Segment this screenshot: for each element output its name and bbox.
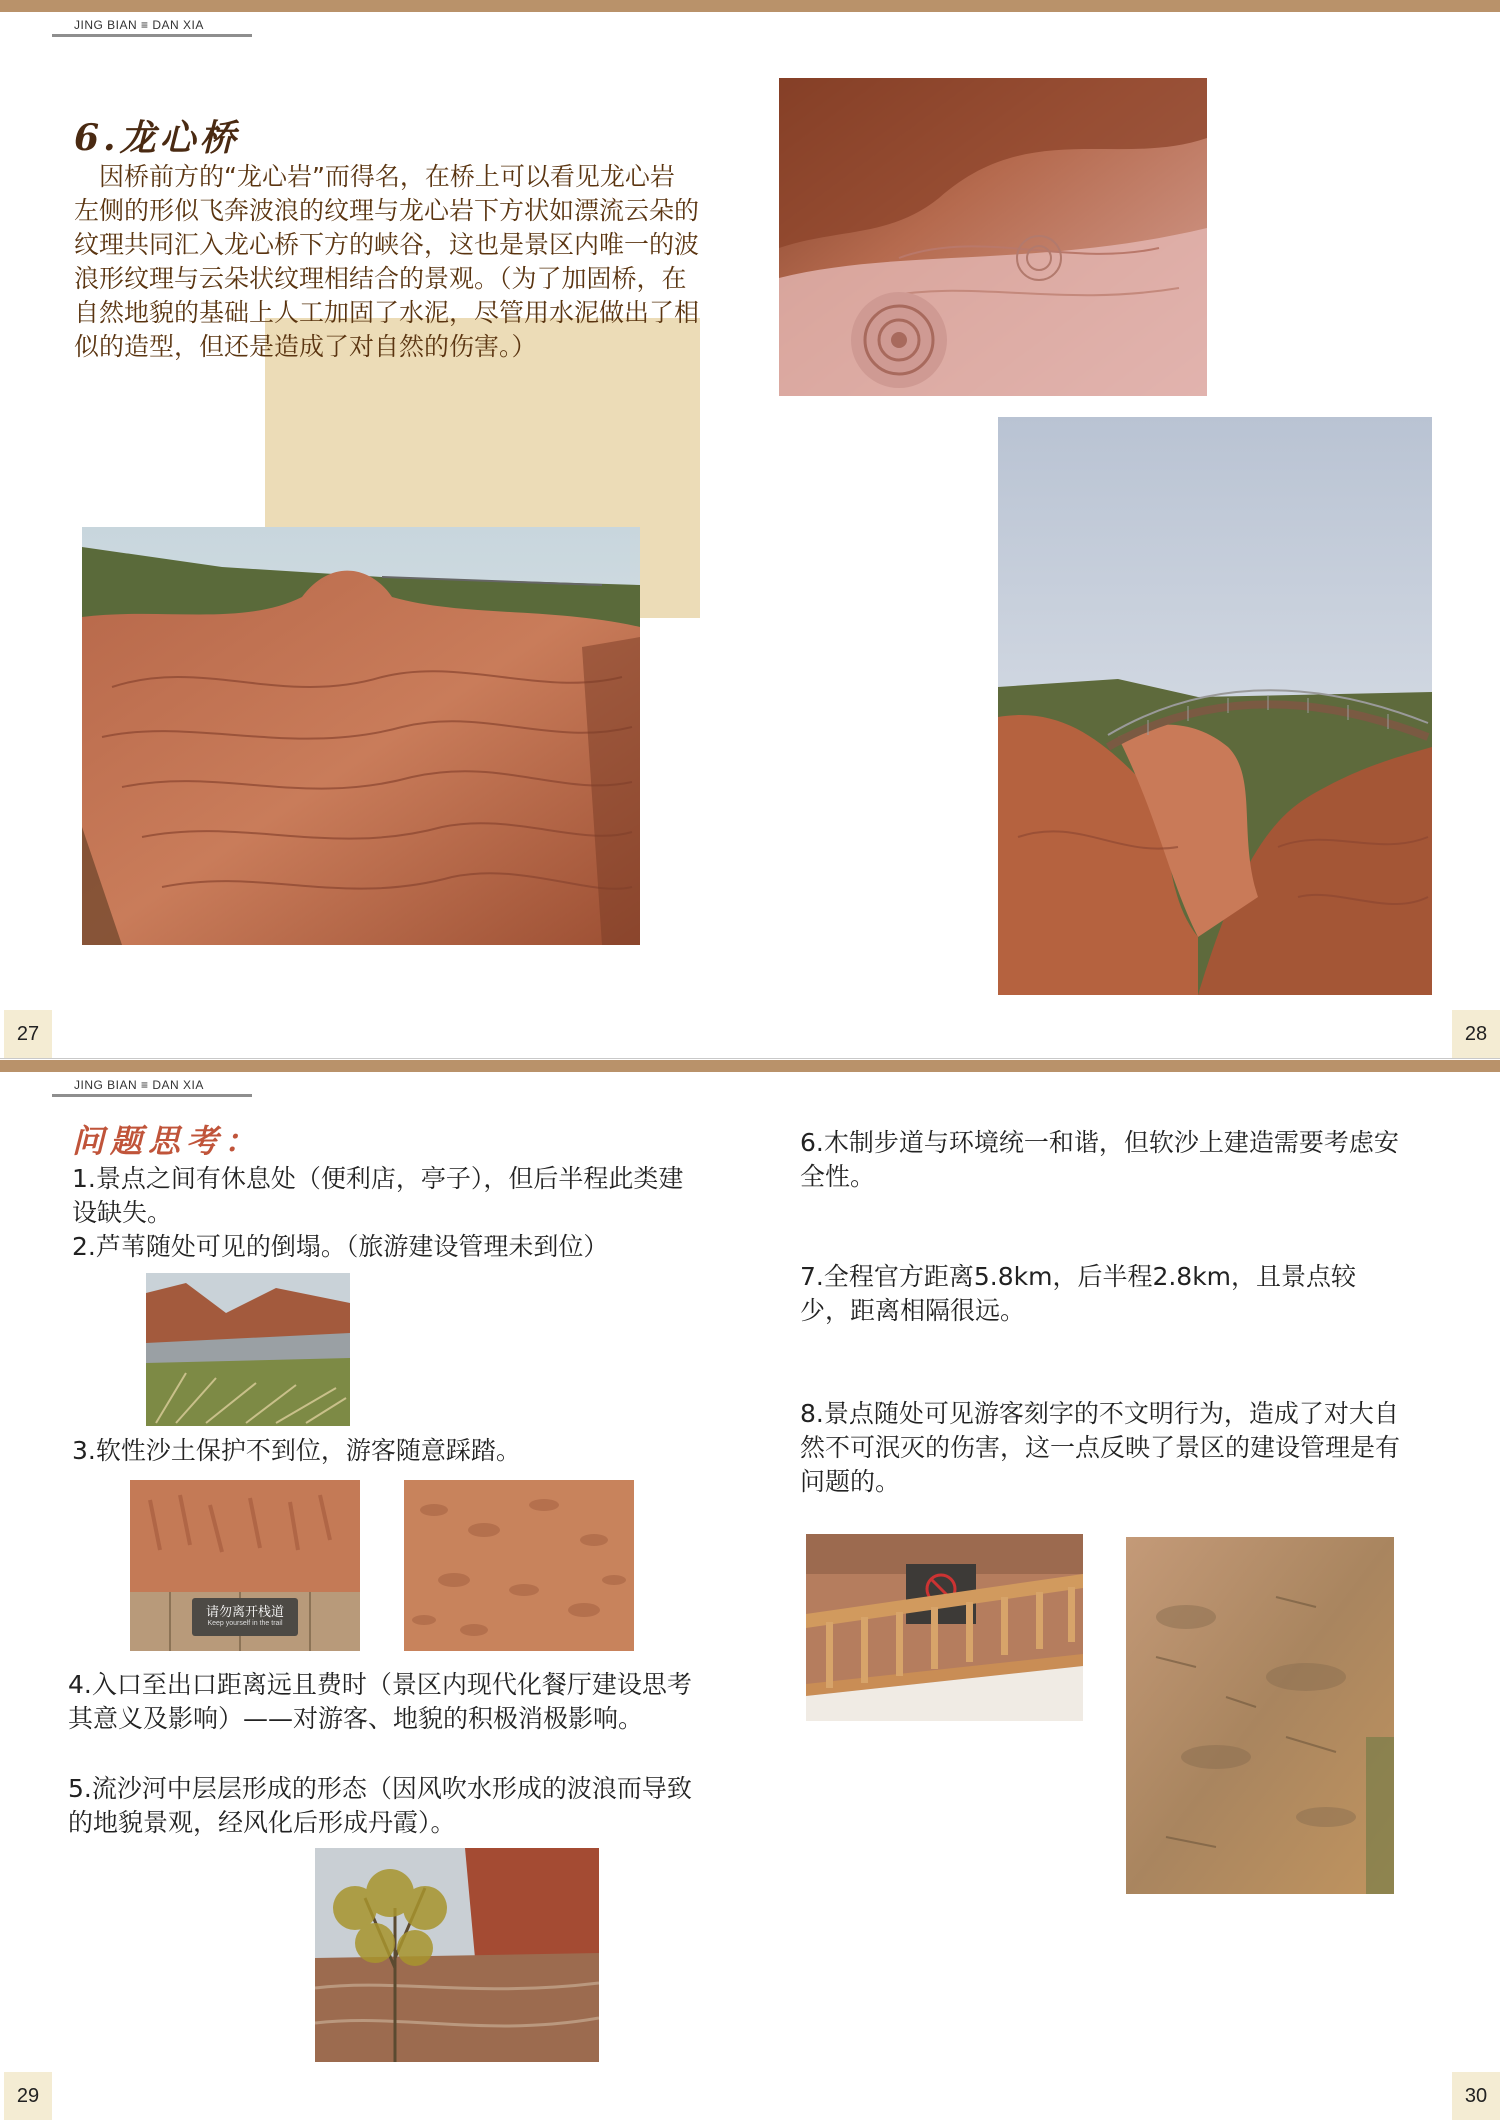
sign-subtext: Keep yourself in the trail: [207, 1620, 283, 1627]
header-label: JING BIAN ≡ DAN XIA: [74, 1078, 204, 1092]
section-title: 6.龙心桥: [74, 117, 240, 159]
accent-bar: [0, 0, 1500, 12]
page-number-28: 28: [1452, 1010, 1500, 1058]
problem-item-7: 7.全程官方距离5.8km，后半程2.8km，且景点较少，距离相隔很远。: [800, 1262, 1357, 1325]
footprint-sand-photo: [404, 1480, 634, 1651]
problem-item-4: 4.入口至出口距离远且费时（景区内现代化餐厅建设思考其意义及影响）——对游客、地貌的积极消极影响。: [68, 1670, 692, 1733]
page-number-29: 29: [4, 2072, 52, 2120]
problem-item-3: 3.软性沙土保护不到位，游客随意踩踏。: [72, 1436, 521, 1465]
section-paragraph: 因桥前方的“龙心岩”而得名，在桥上可以看见龙心岩左侧的形似飞奔波浪的纹理与龙心岩下方状如漂流云朵的纹理共同汇入龙心桥下方的峡谷，这也是景区内唯一的波浪形纹理与云朵状纹理相结合的景观。（为了加固桥，在自然地貌的基础上人工加固了水泥，尽管用水泥做出了相似的造型，但还是造成了对自然的伤害。）: [74, 162, 700, 361]
spread-pages-29-30: [0, 1060, 1500, 2123]
river-tree-photo: [315, 1848, 599, 2062]
carved-rock-wall-photo: [1126, 1537, 1394, 1894]
page-number-30: 30: [1452, 2072, 1500, 2120]
fallen-reeds-photo: [146, 1273, 350, 1426]
problem-item-5: 5.流沙河中层层形成的形态（因风吹水形成的波浪而导致的地貌景观，经风化后形成丹霞）。: [68, 1774, 692, 1837]
header-label: JING BIAN ≡ DAN XIA: [74, 18, 204, 32]
dragon-heart-bridge-photo: [998, 417, 1432, 995]
problem-item-8: 8.景点随处可见游客刻字的不文明行为，造成了对大自然不可泯灭的伤害，这一点反映了景区的建设管理是有问题的。: [800, 1399, 1401, 1496]
accent-bar: [0, 1060, 1500, 1072]
header-rule: [52, 34, 252, 37]
spread-pages-27-28: [0, 0, 1500, 1059]
wave-rock-photo: [82, 527, 640, 945]
wooden-walkway-photo: [806, 1534, 1083, 1721]
sign-text: 请勿离开栈道: [205, 1605, 284, 1620]
trampled-sand-sign-photo: [130, 1480, 360, 1651]
problem-item-1: 1.景点之间有休息处（便利店，亭子），但后半程此类建设缺失。: [72, 1164, 684, 1227]
problems-title: 问题思考：: [72, 1122, 263, 1160]
problem-item-6: 6.木制步道与环境统一和谐，但软沙上建造需要考虑安全性。: [800, 1128, 1399, 1191]
page-number-27: 27: [4, 1010, 52, 1058]
rock-swirl-photo: [779, 78, 1207, 396]
problem-item-2: 2.芦苇随处可见的倒塌。（旅游建设管理未到位）: [72, 1232, 609, 1261]
header-rule: [52, 1094, 252, 1097]
